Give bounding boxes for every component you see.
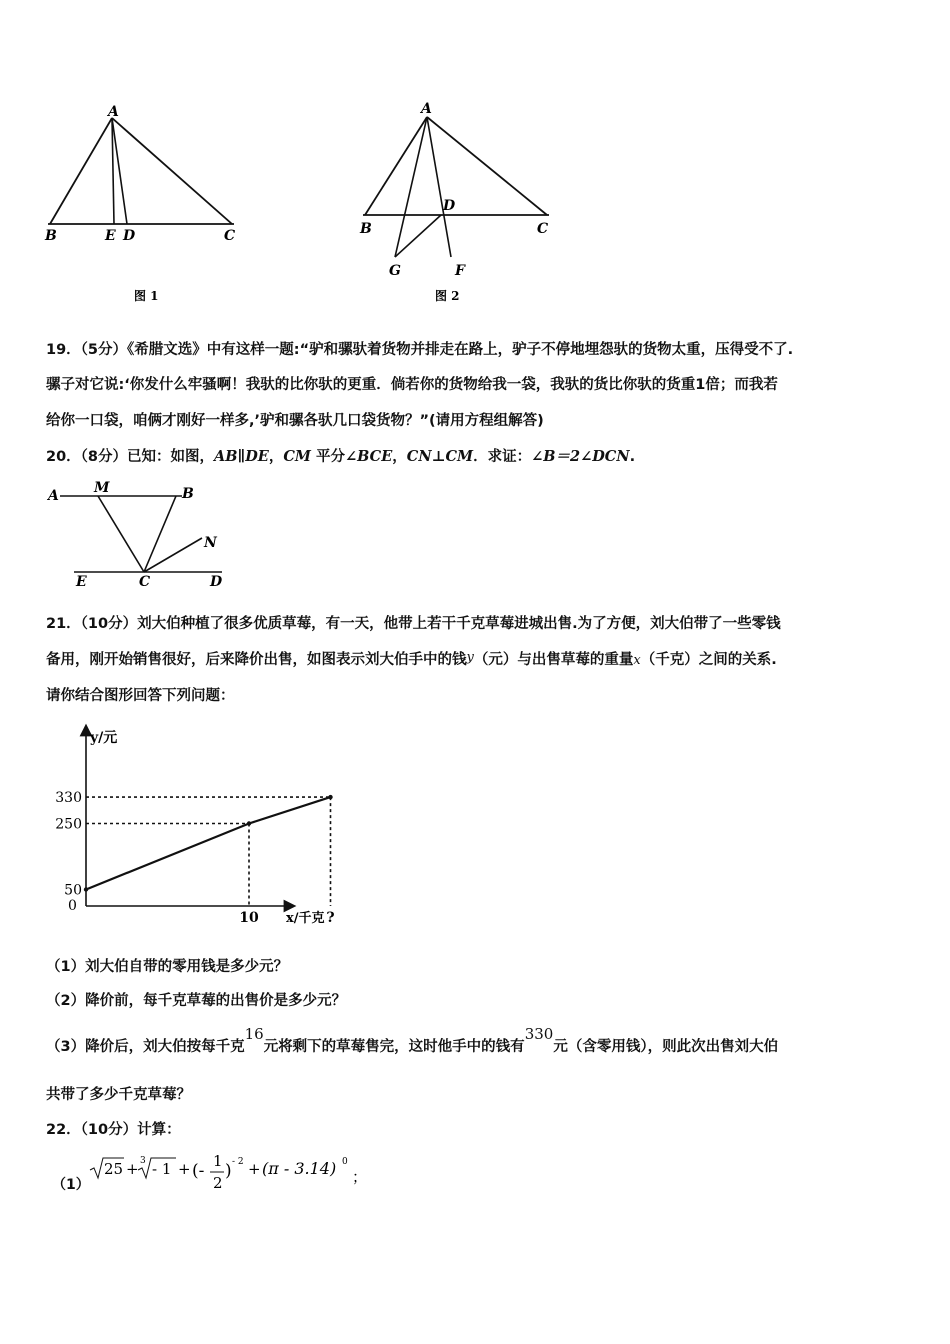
x-tick-label-1: ? [326, 910, 335, 926]
q20-cond1: AB∥DE [214, 448, 269, 465]
x-axis-label: x/千克 [286, 911, 325, 926]
label-D2: D [443, 198, 456, 214]
figure-1 [40, 100, 250, 310]
label-G2: G [389, 263, 401, 279]
label-A: A [108, 104, 119, 120]
q20-prefix: 20．（8分）已知：如图， [46, 449, 215, 465]
y-tick-label-50: 50 [64, 882, 82, 899]
label-C: C [224, 228, 236, 244]
q19-line2: 骡子对它说:‘你发什么牢骚啊！我驮的比你驮的更重．倘若你的货物给我一袋，我驮的货比你驮的货重1倍；而我若 [46, 377, 778, 393]
q20-label-A: A [48, 488, 59, 504]
q21-line2 [46, 648, 777, 669]
figure-2 [355, 95, 565, 310]
origin-label: 0 [68, 898, 77, 914]
fig1-caption: 图 1 [134, 289, 159, 303]
fig2-caption: 图 2 [435, 289, 460, 303]
expr-frac-den: 2 [213, 1174, 223, 1192]
expr-frac-num: 1 [213, 1152, 223, 1170]
expr-plus3: + [248, 1160, 261, 1178]
label-D: D [123, 228, 136, 244]
y-tick-label-330: 330 [55, 790, 82, 807]
q22-expression [88, 1152, 418, 1202]
q20-label-M: M [94, 480, 110, 496]
y-tick-label-250: 250 [55, 816, 82, 833]
q21-line2a: 备用，刚开始销售很好，后来降价出售，如图表示刘大伯手中的钱 [46, 652, 467, 668]
q20-mid1: 平分 [310, 449, 345, 465]
q21-chart [40, 720, 350, 940]
q20-label-D: D [210, 574, 223, 590]
q20-statement [46, 445, 635, 466]
expr-cbrt-index: 3 [140, 1156, 146, 1166]
q21-sub3 [46, 1025, 779, 1056]
q21-sub3-num2: 330 [524, 1025, 554, 1043]
q20-label-B: B [182, 486, 194, 502]
q20-sep1: ， [268, 449, 284, 465]
label-A2: A [421, 101, 432, 117]
label-B: B [45, 228, 57, 244]
x-tick-label-0: 10 [239, 910, 259, 926]
q20-cond5: ∠B＝2∠DCN [531, 448, 630, 465]
label-B2: B [360, 221, 372, 237]
expr-paren-close: ) [225, 1161, 232, 1181]
expr-paren-open: (- [192, 1161, 205, 1181]
q21-sub2: （2）降价前，每千克草莓的出售价是多少元？ [46, 993, 347, 1009]
expr-plus2: + [178, 1160, 191, 1178]
label-F2: F [455, 263, 465, 279]
label-E: E [105, 228, 116, 244]
q20-cond3: ∠BCE [345, 448, 393, 465]
q20-label-C: C [139, 574, 151, 590]
q20-cond2: CM [283, 448, 311, 465]
q21-line1: 21．（10分）刘大伯种植了很多优质草莓，有一天，他带上若干千克草莓进城出售.为了方便，刘大伯带了一些零钱 [46, 616, 781, 632]
q21-sub3-num1: 16 [244, 1025, 264, 1043]
q21-var-x: x [633, 653, 641, 668]
q19-line3: 给你一口袋，咱俩才刚好一样多,’驴和骡各驮几口袋货物？”(请用方程组解答) [46, 413, 544, 429]
data-point-0 [84, 887, 88, 891]
y-axis-label: y/元 [90, 730, 118, 746]
q21-line2b: （元）与出售草莓的重量 [473, 652, 634, 668]
q22-sub1-label: （1） [52, 1177, 90, 1193]
expr-pi-term: (π - 3.14) [262, 1159, 337, 1178]
q21-sub3d: 共带了多少千克草莓？ [46, 1087, 191, 1103]
expr-sqrt-arg: 25 [104, 1160, 124, 1178]
expr-end: ； [352, 1168, 368, 1186]
q21-sub3b: 元将剩下的草莓售完，这时他手中的钱有 [263, 1039, 525, 1055]
q19-line1: 19．（5分）《希腊文选》中有这样一题:“驴和骡驮着货物并排走在路上，驴子不停地埋怨驮的货物太重，压得受不了. [46, 342, 794, 358]
series-line [86, 797, 331, 889]
q21-sub3a: （3）降价后，刘大伯按每千克 [46, 1039, 245, 1055]
q20-cond4: CN⊥CM [406, 448, 474, 465]
q21-line2c: （千克）之间的关系. [640, 652, 777, 668]
expr-plus1: + [126, 1160, 139, 1178]
q21-var-y: y [466, 650, 474, 665]
q22-title: 22．（10分）计算： [46, 1122, 181, 1138]
label-C2: C [537, 221, 549, 237]
expr-exp1: - 2 [232, 1157, 244, 1167]
q20-mid2: ．求证： [473, 449, 532, 465]
q20-sep2: ， [392, 449, 407, 465]
q20-end: . [629, 449, 636, 465]
q21-sub3c: 元（含零用钱），则此次出售刘大伯 [553, 1039, 779, 1055]
q22-sub1 [52, 1152, 452, 1202]
q20-label-E: E [76, 574, 87, 590]
q21-line3: 请你结合图形回答下列问题： [46, 688, 235, 704]
expr-exp2: 0 [342, 1157, 348, 1167]
q20-label-N: N [204, 535, 217, 551]
q21-sub1: （1）刘大伯自带的零用钱是多少元？ [46, 959, 289, 975]
figure-q20 [44, 480, 234, 590]
expr-cbrt-arg: - 1 [152, 1160, 172, 1178]
